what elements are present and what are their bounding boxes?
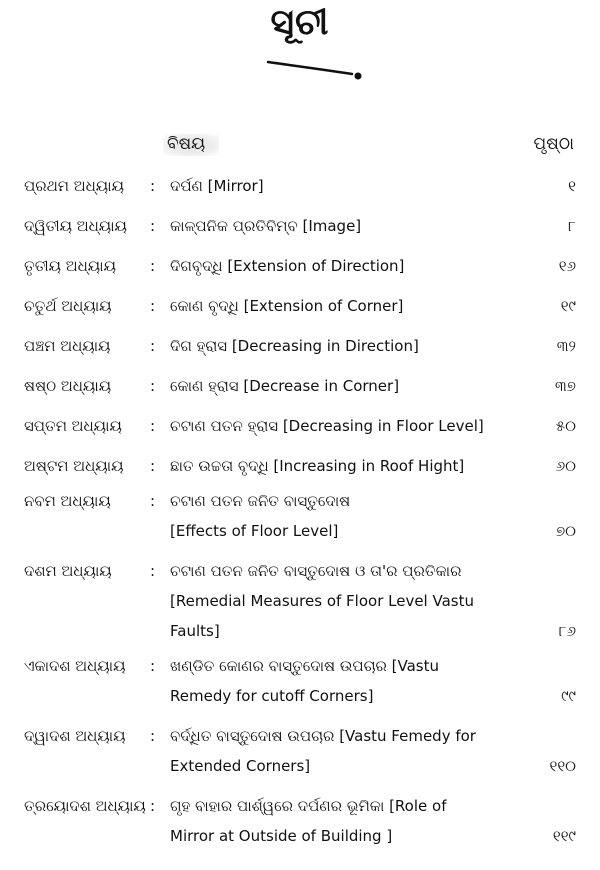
page-number: ୩୭	[555, 377, 576, 395]
page-number: ୧୯	[560, 297, 576, 315]
separator-colon: :	[150, 727, 156, 745]
toc-entry	[0, 251, 600, 281]
separator-colon: :	[150, 562, 156, 580]
entry-title-line: Mirror at Outside of Building ]	[170, 827, 393, 845]
entry-title	[170, 211, 530, 241]
entry-title	[170, 556, 530, 646]
toc-entry	[0, 721, 600, 781]
separator-colon: :	[150, 797, 156, 815]
page-number: ୬୦	[555, 457, 576, 475]
entry-title-line: ବର୍ଦ୍ଧିତ ବାସ୍ତୁଦୋଷ ଉପଚାର [Vastu Femedy for	[170, 727, 476, 745]
entry-title	[170, 251, 530, 281]
chapter-label: ଦଶମ ଅଧ୍ୟାୟ	[24, 562, 112, 580]
entry-title-line: ଖଣ୍ଡିତ କୋଣର ବାସ୍ତୁଦୋଷ ଉପଚାର [Vastu	[170, 657, 440, 675]
header-page: ପୃଷ୍ଠା	[533, 134, 574, 154]
toc-entry	[0, 451, 600, 481]
entry-title	[170, 486, 530, 546]
page-number: ୯୯	[561, 687, 576, 705]
entry-title-line: ଦିଗ ହ୍ରାସ [Decreasing in Direction]	[170, 337, 419, 355]
page-title: ସୂଚୀ	[270, 2, 330, 43]
page-number: ୧୬	[558, 257, 576, 275]
page-number: ୮	[568, 217, 576, 235]
entry-title	[170, 411, 530, 441]
title-flourish	[266, 52, 376, 84]
header-subject: ବିଷୟ	[163, 134, 219, 156]
entry-title-line: [Remedial Measures of Floor Level Vastu	[170, 592, 474, 610]
chapter-label: ନବମ ଅଧ୍ୟାୟ	[24, 492, 111, 510]
chapter-label: ଦ୍ୱିତୀୟ ଅଧ୍ୟାୟ	[24, 217, 127, 235]
entry-title-line: Remedy for cutoff Corners]	[170, 687, 374, 705]
entry-title	[170, 331, 530, 361]
page-number: ୮୬	[558, 622, 576, 640]
entry-title-line: ଛାତ ଉଚ୍ଚତା ବୃଦ୍ଧି [Increasing in Roof Hight]	[170, 457, 465, 475]
chapter-label: ପ୍ରଥମ ଅଧ୍ୟାୟ	[24, 177, 124, 195]
toc-entry	[0, 556, 600, 646]
toc-entry	[0, 291, 600, 321]
entry-title-line: କୋଣ ବୃଦ୍ଧି [Extension of Corner]	[170, 297, 404, 315]
entry-title-line: ଦିଗବୃଦ୍ଧି [Extension of Direction]	[170, 257, 405, 275]
entry-title-line: ଚଟାଣ ପତନ ହ୍ରାସ [Decreasing in Floor Level]	[170, 417, 484, 435]
page-number: ୧	[568, 177, 576, 195]
entry-title	[170, 791, 530, 851]
entry-title-line: ଚଟାଣ ପତନ ଜନିତ ବାସ୍ତୁଦୋଷ ଓ ତା'ର ପ୍ରତିକାର	[170, 562, 462, 580]
chapter-label: ପଞ୍ଚମ ଅଧ୍ୟାୟ	[24, 337, 111, 355]
chapter-label: ଅଷ୍ଟମ ଅଧ୍ୟାୟ	[24, 457, 124, 475]
separator-colon: :	[150, 417, 156, 435]
chapter-label: ଷଷ୍ଠ ଅଧ୍ୟାୟ	[24, 377, 112, 395]
entry-title-line: ଦର୍ପଣ [Mirror]	[170, 177, 264, 195]
toc-entry	[0, 371, 600, 401]
chapter-label: ତୃତୀୟ ଅଧ୍ୟାୟ	[24, 257, 116, 275]
toc-entry	[0, 331, 600, 361]
entry-title	[170, 171, 530, 201]
entry-title	[170, 371, 530, 401]
entry-title-line: କାଳ୍ପନିକ ପ୍ରତିବିମ୍ବ [Image]	[170, 217, 362, 235]
toc-entry	[0, 171, 600, 201]
separator-colon: :	[150, 457, 156, 475]
page-number: ୭୦	[555, 522, 576, 540]
entry-title-line: Extended Corners]	[170, 757, 311, 775]
entry-title	[170, 291, 530, 321]
entry-title	[170, 451, 530, 481]
entry-title	[170, 721, 530, 781]
separator-colon: :	[150, 337, 156, 355]
page-number: ୧୧୦	[549, 757, 576, 775]
toc-entry	[0, 211, 600, 241]
toc-entry	[0, 486, 600, 546]
page-number: ୫୦	[555, 417, 576, 435]
separator-colon: :	[150, 257, 156, 275]
entry-title-line: ଚଟାଣ ପତନ ଜନିତ ବାସ୍ତୁଦୋଷ	[170, 492, 351, 510]
chapter-label: ଦ୍ୱାଦଶ ଅଧ୍ୟାୟ	[24, 727, 126, 745]
separator-colon: :	[150, 657, 156, 675]
toc-entry	[0, 651, 600, 711]
separator-colon: :	[150, 217, 156, 235]
entry-title-line: [Effects of Floor Level]	[170, 522, 339, 540]
toc-entry	[0, 791, 600, 851]
entry-title-line: ଗୃହ ବାହାର ପାର୍ଶ୍ୱରେ ଦର୍ପଣର ଭୂମିକା [Role of	[170, 797, 447, 815]
separator-colon: :	[150, 177, 156, 195]
entry-title-line: କୋଣ ହ୍ରାସ [Decrease in Corner]	[170, 377, 400, 395]
separator-colon: :	[150, 297, 156, 315]
chapter-label: ସପ୍ତମ ଅଧ୍ୟାୟ	[24, 417, 122, 435]
separator-colon: :	[150, 377, 156, 395]
page-number: ୧୧୯	[552, 827, 576, 845]
entry-title	[170, 651, 530, 711]
chapter-label: ଚତୁର୍ଥ ଅଧ୍ୟାୟ	[24, 297, 112, 315]
entry-title-line: Faults]	[170, 622, 220, 640]
chapter-label: ତ୍ରୟୋଦଶ ଅଧ୍ୟାୟ	[24, 797, 146, 815]
toc-entry	[0, 411, 600, 441]
chapter-label: ଏକାଦଶ ଅଧ୍ୟାୟ	[24, 657, 126, 675]
page-number: ୩୨	[556, 337, 576, 355]
separator-colon: :	[150, 492, 156, 510]
